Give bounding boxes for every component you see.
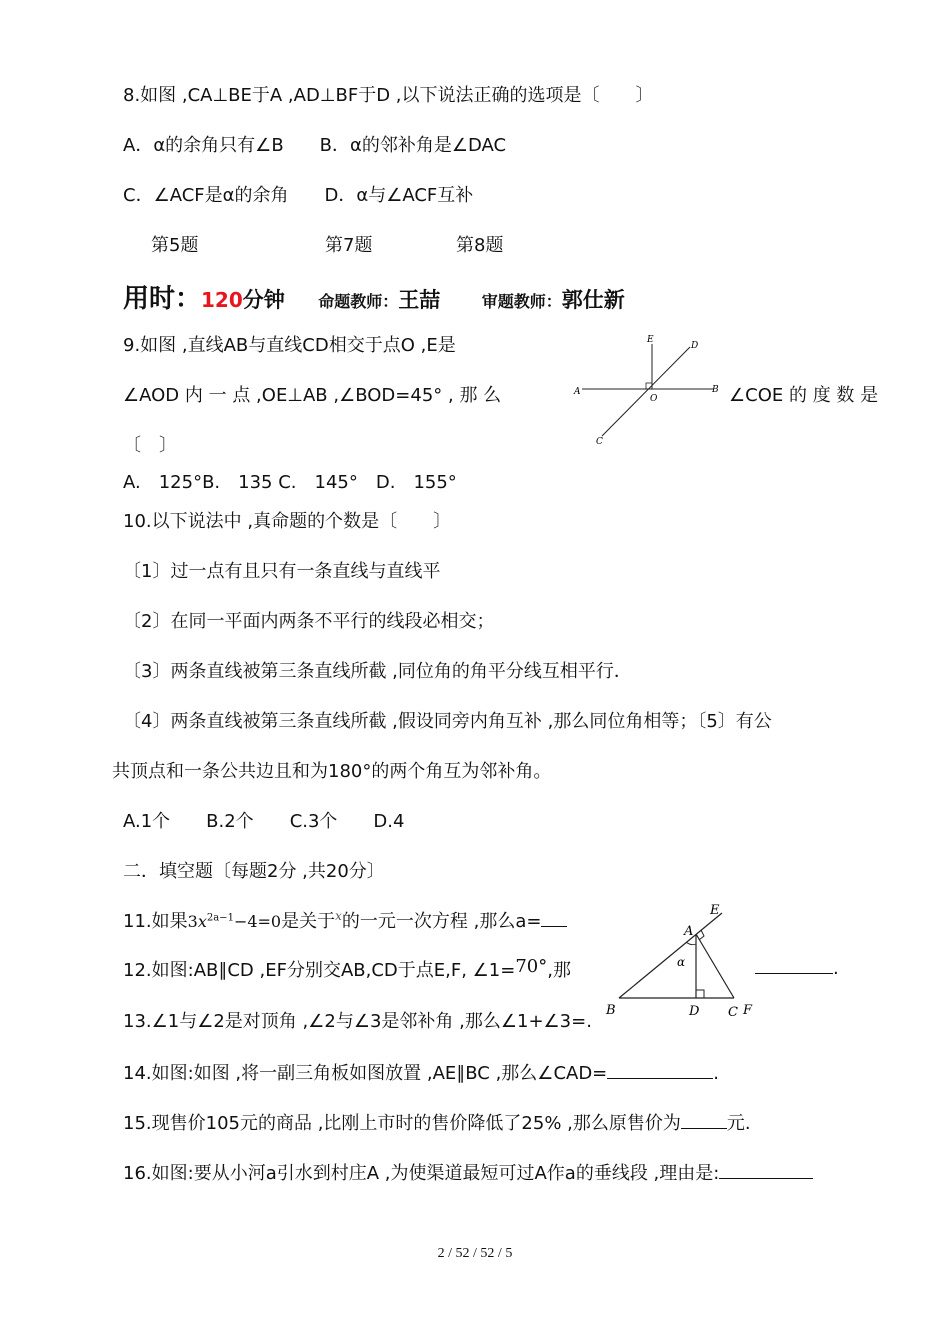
setter-name: 王喆 [398, 288, 441, 312]
q9-label-o: O [650, 394, 658, 404]
q16-answer-blank[interactable] [719, 1160, 813, 1179]
q9-line-cd [602, 347, 690, 436]
q8-figure [600, 900, 770, 1025]
q11-answer-blank[interactable] [541, 908, 567, 927]
q9-label-e: E [647, 335, 654, 345]
q8-label-b: B [606, 1003, 616, 1018]
q8-label-a: A [684, 924, 694, 939]
q8-label-f: F [743, 1003, 753, 1018]
q12-tail: ,那 [547, 960, 571, 981]
section2-title: 二．填空题〔每题2分 ,共20分〕 [123, 861, 385, 882]
q8-line-ac [696, 934, 734, 998]
reviewer-name: 郭仕新 [561, 288, 625, 312]
q11-eq-var: x [197, 912, 207, 931]
q14-text: 14.如图:如图 ,将一副三角板如图放置 ,AE∥BC ,那么∠CAD= [123, 1063, 608, 1084]
q8-alpha-arc [686, 942, 696, 945]
q8-options-ab: A．α的余角只有∠B B．α的邻补角是∠DAC [123, 135, 507, 156]
time-value: 120 [201, 288, 243, 312]
reviewer-label: 审题教师： [481, 292, 562, 311]
q11-eq-coef: 3 [187, 912, 198, 931]
q14-answer-blank[interactable] [607, 1060, 713, 1079]
q8-label-d: D [689, 1004, 700, 1019]
figure-label-q8: 第8题 [456, 235, 504, 256]
q9-line2-right: ∠COE 的 度 数 是 [729, 385, 879, 406]
time-unit: 分钟 [242, 288, 285, 312]
q9-line2-left: ∠AOD 内 一 点 ,OE⊥AB ,∠BOD=45° , 那 么 [123, 385, 502, 406]
q15-tail: 元. [726, 1113, 751, 1134]
q9-label-c: C [596, 437, 603, 447]
q16 [123, 1160, 813, 1186]
q8-options-cd: C．∠ACF是α的余角 D．α与∠ACF互补 [123, 185, 474, 206]
q10-statement-1: 〔1〕过一点有且只有一条直线与直线平 [123, 561, 441, 582]
q9-options: A. 125°B. 135 C. 145° D. 155° [123, 472, 457, 493]
q9-label-b: B [712, 385, 719, 395]
q10-statement-4: 〔4〕两条直线被第三条直线所截 ,假设同旁内角互补 ,那么同位角相等；〔5〕有公 [123, 711, 772, 732]
q11-eq-rest: −4=0 [233, 912, 282, 931]
figure-label-q5: 第5题 [151, 235, 199, 256]
q11-var: x [335, 909, 342, 923]
q9-figure [570, 330, 730, 450]
q10-statement-2: 〔2〕在同一平面内两条不平行的线段必相交； [123, 611, 495, 632]
q8-label-e: E [710, 903, 720, 918]
q8-right-angle-d [696, 990, 704, 998]
q9-line3: 〔 〕 [123, 435, 177, 456]
q16-text: 16.如图:要从小河a引水到村庄A ,为使渠道最短可过A作a的垂线段 ,理由是: [123, 1163, 720, 1184]
q15 [123, 1110, 751, 1136]
q15-answer-blank[interactable] [681, 1110, 727, 1129]
q8-stem: 8.如图 ,CA⊥BE于A ,AD⊥BF于D ,以下说法正确的选项是〔 〕 [123, 85, 654, 106]
q11-eq-exp: 2a−1 [206, 912, 234, 924]
q9-label-a: A [574, 387, 581, 397]
q12-answer: . [755, 955, 839, 981]
q12-text: 12.如图:AB∥CD ,EF分别交AB,CD于点E,F, ∠1= [123, 960, 516, 981]
page-number: 2 / 52 / 52 / 5 [437, 1246, 513, 1261]
q9-line1: 9.如图 ,直线AB与直线CD相交于点O ,E是 [123, 335, 456, 356]
q11-pre: 11.如果 [123, 911, 188, 932]
q10-stem: 10.以下说法中 ,真命题的个数是〔 〕 [123, 511, 452, 532]
q15-text: 15.现售价105元的商品 ,比刚上市时的售价降低了25% ,那么原售价为 [123, 1113, 681, 1134]
q8-line-be [619, 913, 722, 998]
q9-label-d: D [691, 341, 699, 351]
q10-options: A.1个 B.2个 C.3个 D.4 [123, 811, 405, 832]
q11-post: 是关于 [281, 911, 336, 932]
time-label: 用时： [123, 284, 202, 314]
figure-label-q7: 第7题 [325, 235, 373, 256]
q8-label-alpha: α [677, 955, 686, 969]
q11 [123, 904, 567, 934]
q8-label-c: C [728, 1005, 738, 1020]
q12 [123, 955, 571, 983]
q14: 14.如图:如图 ,将一副三角板如图放置 ,AE∥BC ,那么∠CAD= . [123, 1060, 719, 1086]
exam-info-header [123, 282, 625, 319]
setter-label: 命题教师： [318, 292, 399, 311]
q10-statement-5: 共顶点和一条公共边且和为180°的两个角互为邻补角。 [112, 761, 552, 782]
q13-text: 13.∠1与∠2是对顶角 ,∠2与∠3是邻补角 ,那么∠1+∠3=. [123, 1011, 592, 1032]
q11-equation [188, 912, 281, 931]
q11-post2: 的一元一次方程 ,那么a= [341, 911, 542, 932]
q12-angle: 70° [515, 956, 548, 977]
q10-statement-3: 〔3〕两条直线被第三条直线所截 ,同位角的角平分线互相平行． [123, 661, 632, 682]
